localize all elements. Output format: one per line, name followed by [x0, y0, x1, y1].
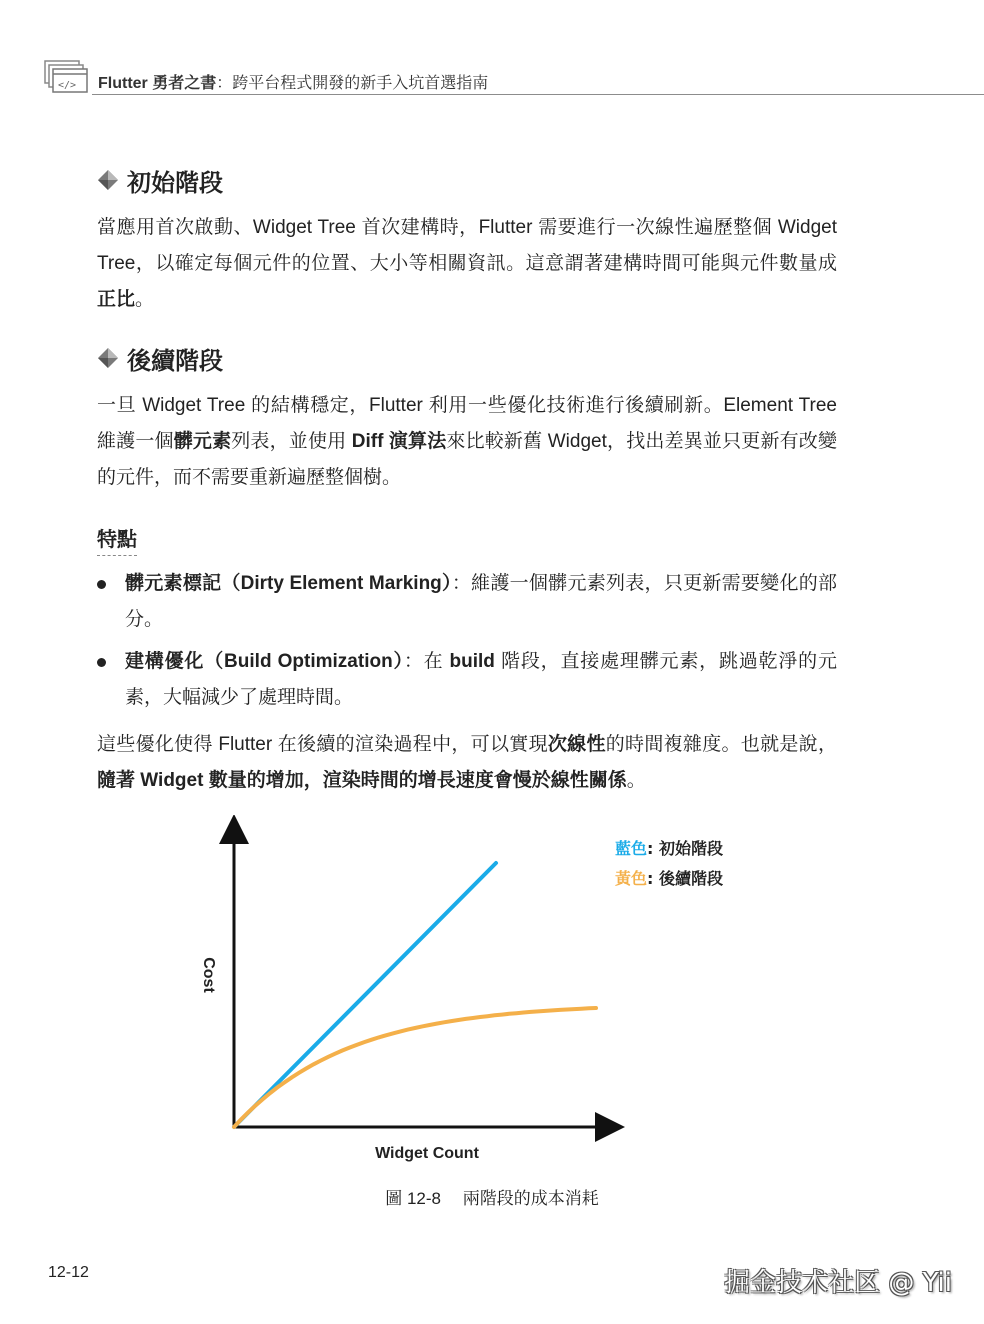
- section-heading-subsequent: 後續階段: [97, 341, 223, 375]
- svg-text:黃色: 後續階段: [615, 869, 723, 888]
- page-header: [44, 60, 984, 96]
- legend-swatch-orange: 黃色: [615, 869, 648, 888]
- list-item: 髒元素標記（Dirty Element Marking）：維護一個髒元素列表，只更新需要變化的部分。: [97, 566, 837, 638]
- watermark: 掘金技术社区 @ Yii: [724, 1268, 952, 1298]
- svg-text:藍色: 初始階段: [615, 839, 723, 858]
- legend-swatch-blue: 藍色: [615, 839, 648, 858]
- x-axis-label: Widget Count: [375, 1145, 479, 1162]
- paragraph-subsequent: 一旦 Widget Tree 的結構穩定，Flutter 利用一些優化技術進行後續刷新。Element Tree 維護一個髒元素列表，並使用 Diff 演算法來比較新舊 Widget，找出差異並只更新有改變的元件，而不需要重新遍歷整個樹。: [97, 395, 837, 488]
- bullet-dot: [97, 658, 106, 667]
- legend-label-blue: : 初始階段: [647, 839, 723, 858]
- header-rule: [92, 94, 984, 95]
- diamond-bullet-icon: [97, 169, 119, 191]
- figure-caption: 圖 12-8 兩階段的成本消耗: [385, 1189, 599, 1208]
- features-label: 特點: [97, 523, 137, 556]
- paragraph-initial: 當應用首次啟動、Widget Tree 首次建構時，Flutter 需要進行一次線性遍歷整個 Widget Tree，以確定每個元件的位置、大小等相關資訊。這意謂著建構時間可能與元件數量成正比。: [97, 217, 837, 310]
- section-heading-initial: 初始階段: [97, 163, 223, 197]
- bullet-dot: [97, 580, 106, 589]
- paragraph-summary: 這些優化使得 Flutter 在後續的渲染過程中，可以實現次線性的時間複雜度。也就是說，隨著 Widget 數量的增加，渲染時間的增長速度會慢於線性關係。: [97, 734, 837, 791]
- page-number: 12-12: [48, 1264, 89, 1281]
- diamond-bullet-icon: [97, 347, 119, 369]
- series-line-subsequent: [234, 1008, 596, 1127]
- svg-text:</>: </>: [58, 80, 77, 91]
- y-axis-label: Cost: [200, 957, 217, 993]
- list-item: 建構優化（Build Optimization）：在 build 階段，直接處理髒元素，跳過乾淨的元素，大幅減少了處理時間。: [97, 644, 837, 716]
- legend-label-orange: : 後續階段: [647, 869, 723, 888]
- book-title: Flutter 勇者之書：跨平台程式開發的新手入坑首選指南: [98, 75, 489, 92]
- legend: [615, 839, 723, 888]
- series-line-initial: [234, 863, 496, 1127]
- cost-chart: [190, 815, 750, 1175]
- code-window-icon: [44, 60, 88, 94]
